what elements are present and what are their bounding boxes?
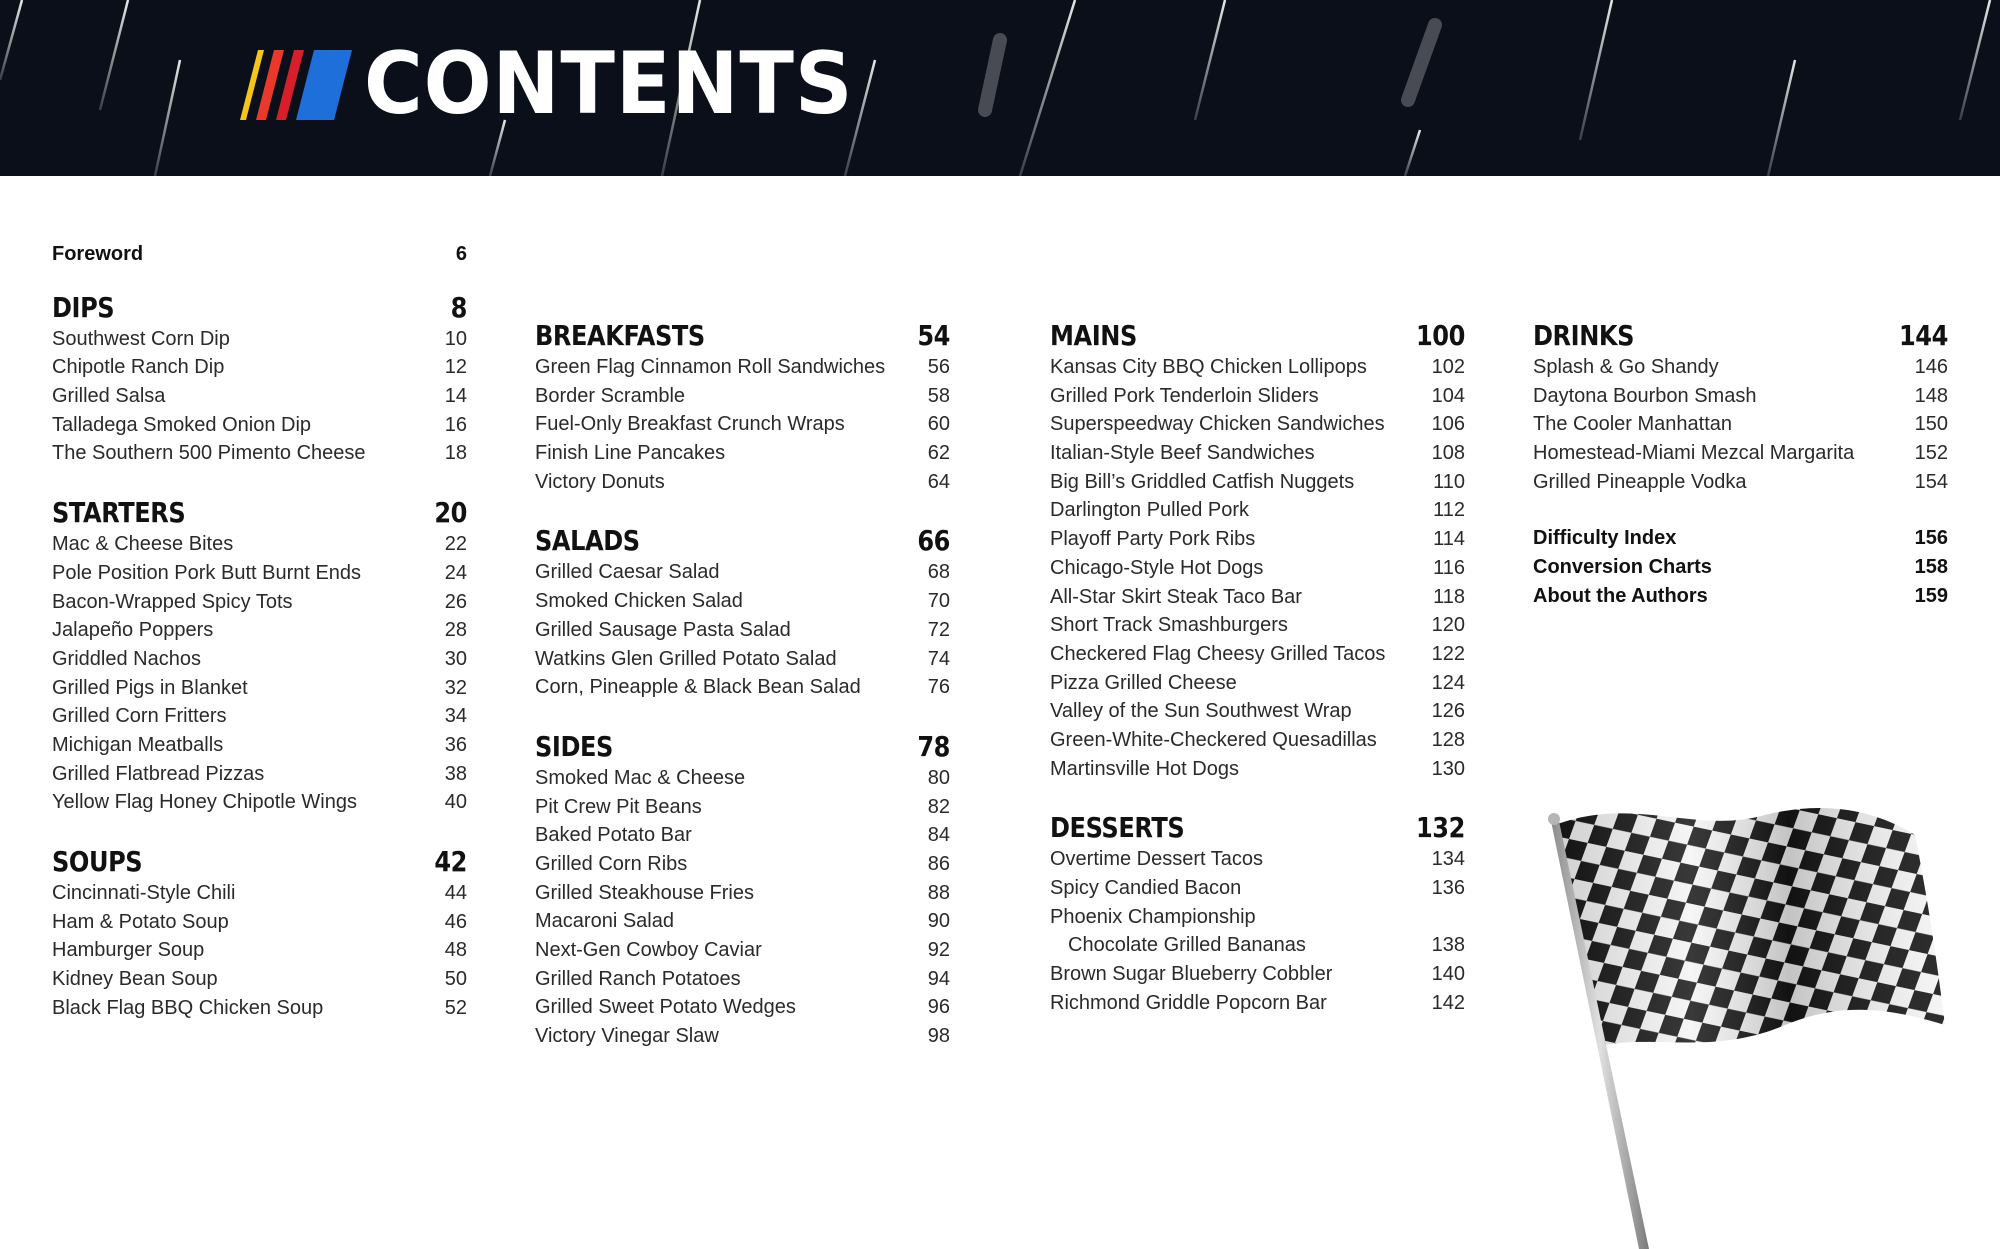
entry-label: Victory Vinegar Slaw — [535, 1025, 719, 1048]
entry-page: 62 — [927, 442, 950, 465]
entry-label: Brown Sugar Blueberry Cobbler — [1050, 963, 1333, 986]
toc-entry[interactable] — [535, 587, 950, 616]
entry-label: Smoked Chicken Salad — [535, 590, 743, 613]
entry-label: Corn, Pineapple & Black Bean Salad — [535, 676, 861, 699]
entry-page: 126 — [1431, 700, 1465, 723]
toc-entry-foreword[interactable] — [52, 240, 467, 269]
entry-label: Ham & Potato Soup — [52, 910, 229, 933]
entry-page: 80 — [927, 766, 950, 789]
entry-page: 32 — [444, 676, 467, 699]
section-page: 132 — [1416, 811, 1465, 845]
entry-label: Black Flag BBQ Chicken Soup — [52, 996, 324, 1019]
section-title: DIPS — [52, 290, 115, 324]
toc-column-1 — [52, 240, 467, 1050]
entry-label: Richmond Griddle Popcorn Bar — [1050, 991, 1327, 1014]
entry-label: Conversion Charts — [1533, 556, 1712, 579]
entry-page: 84 — [927, 824, 950, 847]
toc-entry[interactable] — [1050, 583, 1465, 612]
entry-label: Grilled Pineapple Vodka — [1533, 470, 1747, 493]
back-matter-list — [1533, 524, 1948, 610]
section-page: 66 — [917, 524, 950, 558]
entry-page: 110 — [1433, 470, 1465, 493]
entry-label: Chocolate Grilled Bananas — [1068, 934, 1306, 957]
entry-page: 24 — [444, 561, 467, 584]
entry-label: Overtime Dessert Tacos — [1050, 848, 1264, 871]
toc-entry[interactable] — [535, 673, 950, 702]
section-heading[interactable] — [1050, 319, 1465, 353]
entry-page: 10 — [444, 327, 467, 350]
entry-label: Grilled Corn Fritters — [52, 705, 227, 728]
toc-entry-about-the-authors[interactable] — [1533, 582, 1948, 611]
entry-page: 142 — [1431, 991, 1465, 1014]
toc-entry[interactable] — [52, 908, 467, 937]
section-salads — [535, 524, 950, 701]
entry-page: 92 — [927, 939, 950, 961]
toc-column-4 — [1533, 319, 1948, 611]
section-mains — [1050, 319, 1465, 783]
entry-label: Mac & Cheese Bites — [52, 533, 234, 556]
entry-label: Victory Donuts — [535, 470, 665, 493]
entry-label: Next-Gen Cowboy Caviar — [535, 939, 762, 961]
entry-label: Grilled Ranch Potatoes — [535, 967, 741, 990]
entry-page: 28 — [444, 619, 467, 642]
toc-entry[interactable] — [535, 1022, 950, 1051]
entry-label: Grilled Pigs in Blanket — [52, 676, 248, 699]
section-page: 54 — [917, 319, 950, 352]
toc-entry[interactable] — [535, 468, 950, 497]
entry-label: Chicago-Style Hot Dogs — [1050, 556, 1264, 579]
toc-entry[interactable] — [52, 994, 467, 1023]
entry-page: 30 — [444, 647, 467, 670]
toc-entry[interactable] — [1533, 382, 1948, 411]
section-page: 20 — [434, 496, 467, 530]
toc-entry[interactable] — [52, 411, 467, 440]
toc-entry[interactable] — [1050, 468, 1465, 497]
toc-entry[interactable] — [535, 907, 950, 936]
toc-entry[interactable] — [52, 965, 467, 994]
entry-page: 36 — [444, 733, 467, 756]
entry-label: Pole Position Pork Butt Burnt Ends — [52, 561, 362, 584]
entry-label: Valley of the Sun Southwest Wrap — [1050, 700, 1352, 723]
entry-label: Homestead-Miami Mezcal Margarita — [1533, 442, 1855, 465]
toc-entry[interactable] — [535, 645, 950, 674]
toc-entry[interactable] — [52, 645, 467, 674]
entry-label: Playoff Party Pork Ribs — [1050, 528, 1256, 551]
entry-page: 130 — [1431, 757, 1465, 780]
entry-label: Yellow Flag Honey Chipotle Wings — [52, 791, 357, 814]
toc-entry[interactable] — [1050, 525, 1465, 554]
toc-entry[interactable] — [535, 353, 950, 382]
toc-entry[interactable] — [52, 559, 467, 588]
entry-label: Griddled Nachos — [52, 647, 201, 670]
toc-entry[interactable] — [535, 879, 950, 908]
entry-page: 74 — [927, 647, 950, 670]
section-title: DESSERTS — [1050, 811, 1185, 845]
section-title: BREAKFASTS — [535, 319, 705, 352]
toc-column-3 — [1050, 319, 1465, 1045]
toc-entry[interactable] — [52, 702, 467, 731]
toc-entry[interactable] — [1533, 439, 1948, 468]
section-heading[interactable] — [52, 845, 467, 879]
entry-label: Kansas City BBQ Chicken Lollipops — [1050, 356, 1367, 378]
toc-entry[interactable] — [1050, 611, 1465, 640]
toc-entry[interactable] — [1050, 960, 1465, 989]
entry-page: 76 — [927, 676, 950, 699]
entry-page: 44 — [444, 882, 467, 904]
toc-entry[interactable] — [1050, 697, 1465, 726]
entry-label: Italian-Style Beef Sandwiches — [1050, 442, 1315, 465]
toc-entry[interactable] — [1533, 353, 1948, 382]
entry-label: Daytona Bourbon Smash — [1533, 384, 1757, 407]
entry-label: Green-White-Checkered Quesadillas — [1050, 728, 1377, 751]
entry-label: Grilled Caesar Salad — [535, 561, 720, 584]
entry-page: 70 — [927, 590, 950, 613]
entry-label: Grilled Pork Tenderloin Sliders — [1050, 384, 1319, 407]
section-title: SIDES — [535, 729, 613, 763]
entry-page: 46 — [444, 910, 467, 933]
toc-entry-difficulty-index[interactable] — [1533, 524, 1948, 553]
entry-page: 22 — [444, 533, 467, 556]
entry-page: 104 — [1431, 384, 1465, 407]
section-heading[interactable] — [535, 730, 950, 764]
entry-label: Grilled Sweet Potato Wedges — [535, 996, 796, 1019]
entry-page: 96 — [927, 996, 950, 1019]
entry-label: Hamburger Soup — [52, 939, 205, 962]
section-soups — [52, 845, 467, 1022]
entry-page: 124 — [1431, 671, 1465, 694]
entry-label: Grilled Salsa — [52, 385, 166, 408]
entry-label: Chipotle Ranch Dip — [52, 356, 225, 379]
toc-entry[interactable] — [535, 965, 950, 994]
toc-entry[interactable] — [1533, 410, 1948, 439]
entry-page: 18 — [444, 442, 467, 465]
entry-page: 158 — [1914, 556, 1948, 579]
entry-page: 58 — [927, 384, 950, 407]
entry-page: 120 — [1431, 614, 1465, 637]
section-page: 144 — [1899, 319, 1948, 352]
toc-entry[interactable] — [1050, 410, 1465, 439]
entry-page: 48 — [444, 939, 467, 962]
section-page: 100 — [1416, 319, 1465, 352]
entry-page: 150 — [1914, 413, 1948, 436]
section-title: STARTERS — [52, 496, 186, 530]
section-heading[interactable] — [535, 524, 950, 558]
toc-entry[interactable] — [1050, 726, 1465, 755]
section-page: 8 — [450, 290, 467, 324]
toc-entry[interactable] — [1050, 640, 1465, 669]
entry-label: Talladega Smoked Onion Dip — [52, 413, 312, 436]
toc-entry[interactable] — [52, 879, 467, 908]
toc-entry[interactable] — [1050, 669, 1465, 698]
entry-page: 152 — [1914, 442, 1948, 465]
toc-entry[interactable] — [52, 616, 467, 645]
toc-entry[interactable] — [535, 936, 950, 965]
entry-label: Foreword — [52, 243, 144, 265]
entry-label: Difficulty Index — [1533, 527, 1677, 550]
entry-label: Pit Crew Pit Beans — [535, 795, 702, 818]
section-page: 42 — [434, 845, 467, 878]
section-heading[interactable] — [1050, 811, 1465, 845]
section-heading[interactable] — [535, 319, 950, 353]
entry-label: Superspeedway Chicken Sandwiches — [1050, 413, 1385, 436]
entry-label: Finish Line Pancakes — [535, 442, 726, 465]
section-dips — [52, 291, 467, 468]
entry-label: Baked Potato Bar — [535, 824, 692, 847]
entry-label: About the Authors — [1533, 584, 1708, 607]
toc-entry[interactable] — [535, 764, 950, 793]
entry-page: 14 — [444, 385, 467, 408]
toc-entry[interactable] — [1533, 468, 1948, 497]
entry-label: Bacon-Wrapped Spicy Tots — [52, 590, 293, 613]
entry-label: Cincinnati-Style Chili — [52, 882, 236, 904]
entry-page: 38 — [444, 762, 467, 785]
entry-page: 102 — [1431, 356, 1465, 378]
entry-page: 148 — [1914, 384, 1948, 407]
entry-page: 72 — [927, 618, 950, 641]
entry-page: 134 — [1431, 848, 1465, 871]
entry-page: 108 — [1431, 442, 1465, 465]
toc-entry[interactable] — [1050, 845, 1465, 874]
entry-label: Grilled Flatbread Pizzas — [52, 762, 265, 785]
toc-entry[interactable] — [1050, 931, 1465, 960]
toc-entry[interactable] — [1050, 989, 1465, 1018]
toc-entry[interactable] — [1050, 382, 1465, 411]
entry-label: Checkered Flag Cheesy Grilled Tacos — [1050, 642, 1386, 665]
entry-label: Big Bill’s Griddled Catfish Nuggets — [1050, 470, 1355, 493]
entry-label: Border Scramble — [535, 384, 686, 407]
toc-entry[interactable] — [535, 850, 950, 879]
entry-label: Splash & Go Shandy — [1533, 356, 1719, 378]
header-banner — [0, 0, 2000, 176]
toc-entry[interactable] — [52, 439, 467, 468]
toc-entry[interactable] — [52, 674, 467, 703]
entry-label: Martinsville Hot Dogs — [1050, 757, 1239, 780]
entry-label: Kidney Bean Soup — [52, 968, 218, 991]
section-breakfasts — [535, 319, 950, 496]
entry-page: 114 — [1433, 528, 1465, 551]
entry-page: 68 — [927, 561, 950, 584]
section-title: MAINS — [1050, 319, 1137, 352]
section-sides — [535, 730, 950, 1051]
toc-entry[interactable] — [52, 530, 467, 559]
entry-label: Grilled Corn Ribs — [535, 852, 688, 875]
entry-page: 159 — [1914, 584, 1948, 607]
section-title: SALADS — [535, 524, 640, 558]
entry-label: Phoenix Championship — [1050, 905, 1256, 928]
toc-entry[interactable] — [52, 325, 467, 354]
race-stripes-icon — [240, 50, 352, 120]
entry-page: 64 — [927, 470, 950, 493]
toc-entry[interactable] — [52, 788, 467, 817]
entry-label: Watkins Glen Grilled Potato Salad — [535, 647, 837, 670]
toc-entry[interactable] — [1050, 439, 1465, 468]
toc-entry[interactable] — [52, 353, 467, 382]
section-heading[interactable] — [52, 496, 467, 530]
entry-page: 138 — [1431, 934, 1465, 957]
entry-label: Spicy Candied Bacon — [1050, 877, 1242, 899]
entry-label: Green Flag Cinnamon Roll Sandwiches — [535, 356, 886, 378]
entry-page: 16 — [444, 413, 467, 436]
entry-label: Fuel-Only Breakfast Crunch Wraps — [535, 413, 845, 436]
toc-entry[interactable] — [52, 588, 467, 617]
entry-page: 26 — [444, 590, 467, 613]
toc-entry[interactable] — [52, 731, 467, 760]
toc-entry[interactable] — [535, 382, 950, 411]
section-heading[interactable] — [1533, 319, 1948, 353]
checkered-flag-icon — [1545, 795, 1965, 1249]
entry-page: 86 — [927, 852, 950, 875]
entry-label: Short Track Smashburgers — [1050, 614, 1288, 637]
toc-column-2 — [535, 319, 950, 1079]
entry-page: 56 — [927, 356, 950, 378]
toc-entry[interactable] — [52, 382, 467, 411]
entry-page: 6 — [455, 243, 467, 265]
section-starters — [52, 496, 467, 817]
entry-page: 60 — [927, 413, 950, 436]
entry-page: 156 — [1914, 527, 1948, 550]
entry-label: The Southern 500 Pimento Cheese — [52, 442, 366, 465]
toc-entry[interactable] — [1050, 353, 1465, 382]
entry-page: 122 — [1431, 642, 1465, 665]
entry-page: 116 — [1433, 556, 1465, 579]
entry-page: 106 — [1431, 413, 1465, 436]
toc-entry[interactable] — [1050, 496, 1465, 525]
entry-page: 154 — [1914, 470, 1948, 493]
section-heading[interactable] — [52, 291, 467, 325]
toc-entry[interactable] — [52, 760, 467, 789]
entry-page: 12 — [444, 356, 467, 379]
section-drinks — [1533, 319, 1948, 496]
toc-entry[interactable] — [535, 821, 950, 850]
entry-label: Darlington Pulled Pork — [1050, 499, 1249, 522]
entry-label: All-Star Skirt Steak Taco Bar — [1050, 585, 1302, 608]
entry-page: 128 — [1431, 728, 1465, 751]
toc-entry[interactable] — [535, 410, 950, 439]
entry-page: 146 — [1914, 356, 1948, 378]
entry-label: Smoked Mac & Cheese — [535, 766, 746, 789]
entry-label: Grilled Sausage Pasta Salad — [535, 618, 791, 641]
entry-page: 94 — [927, 967, 950, 990]
toc-entry[interactable] — [535, 993, 950, 1022]
entry-label: Michigan Meatballs — [52, 733, 224, 756]
toc-entry[interactable] — [52, 936, 467, 965]
toc-entry[interactable] — [535, 439, 950, 468]
entry-label: Jalapeño Poppers — [52, 619, 214, 642]
entry-page: 90 — [927, 910, 950, 933]
toc-entry[interactable] — [1050, 903, 1465, 932]
entry-label: Grilled Steakhouse Fries — [535, 881, 754, 904]
entry-page: 136 — [1431, 877, 1465, 899]
entry-label: The Cooler Manhattan — [1533, 413, 1733, 436]
entry-page: 52 — [444, 996, 467, 1019]
section-title: SOUPS — [52, 845, 143, 878]
toc-entry[interactable] — [535, 558, 950, 587]
entry-page: 40 — [444, 791, 467, 814]
toc-entry[interactable] — [1050, 554, 1465, 583]
section-title: DRINKS — [1533, 319, 1635, 352]
toc-entry[interactable] — [1050, 874, 1465, 903]
entry-page: 50 — [444, 968, 467, 991]
entry-page: 88 — [927, 881, 950, 904]
toc-entry[interactable] — [1050, 755, 1465, 784]
page-title: CONTENTS — [364, 34, 854, 134]
entry-page: 140 — [1431, 963, 1465, 986]
entry-page: 118 — [1433, 585, 1465, 608]
entry-page: 98 — [927, 1025, 950, 1048]
toc-entry-conversion-charts[interactable] — [1533, 553, 1948, 582]
toc-entry[interactable] — [535, 616, 950, 645]
section-page: 78 — [917, 729, 950, 763]
entry-page: 82 — [927, 795, 950, 818]
toc-entry[interactable] — [535, 793, 950, 822]
entry-label: Southwest Corn Dip — [52, 327, 230, 350]
entry-label: Macaroni Salad — [535, 910, 674, 933]
entry-label: Pizza Grilled Cheese — [1050, 671, 1237, 694]
section-desserts — [1050, 811, 1465, 1017]
entry-page: 34 — [444, 705, 467, 728]
entry-page: 112 — [1433, 499, 1465, 522]
